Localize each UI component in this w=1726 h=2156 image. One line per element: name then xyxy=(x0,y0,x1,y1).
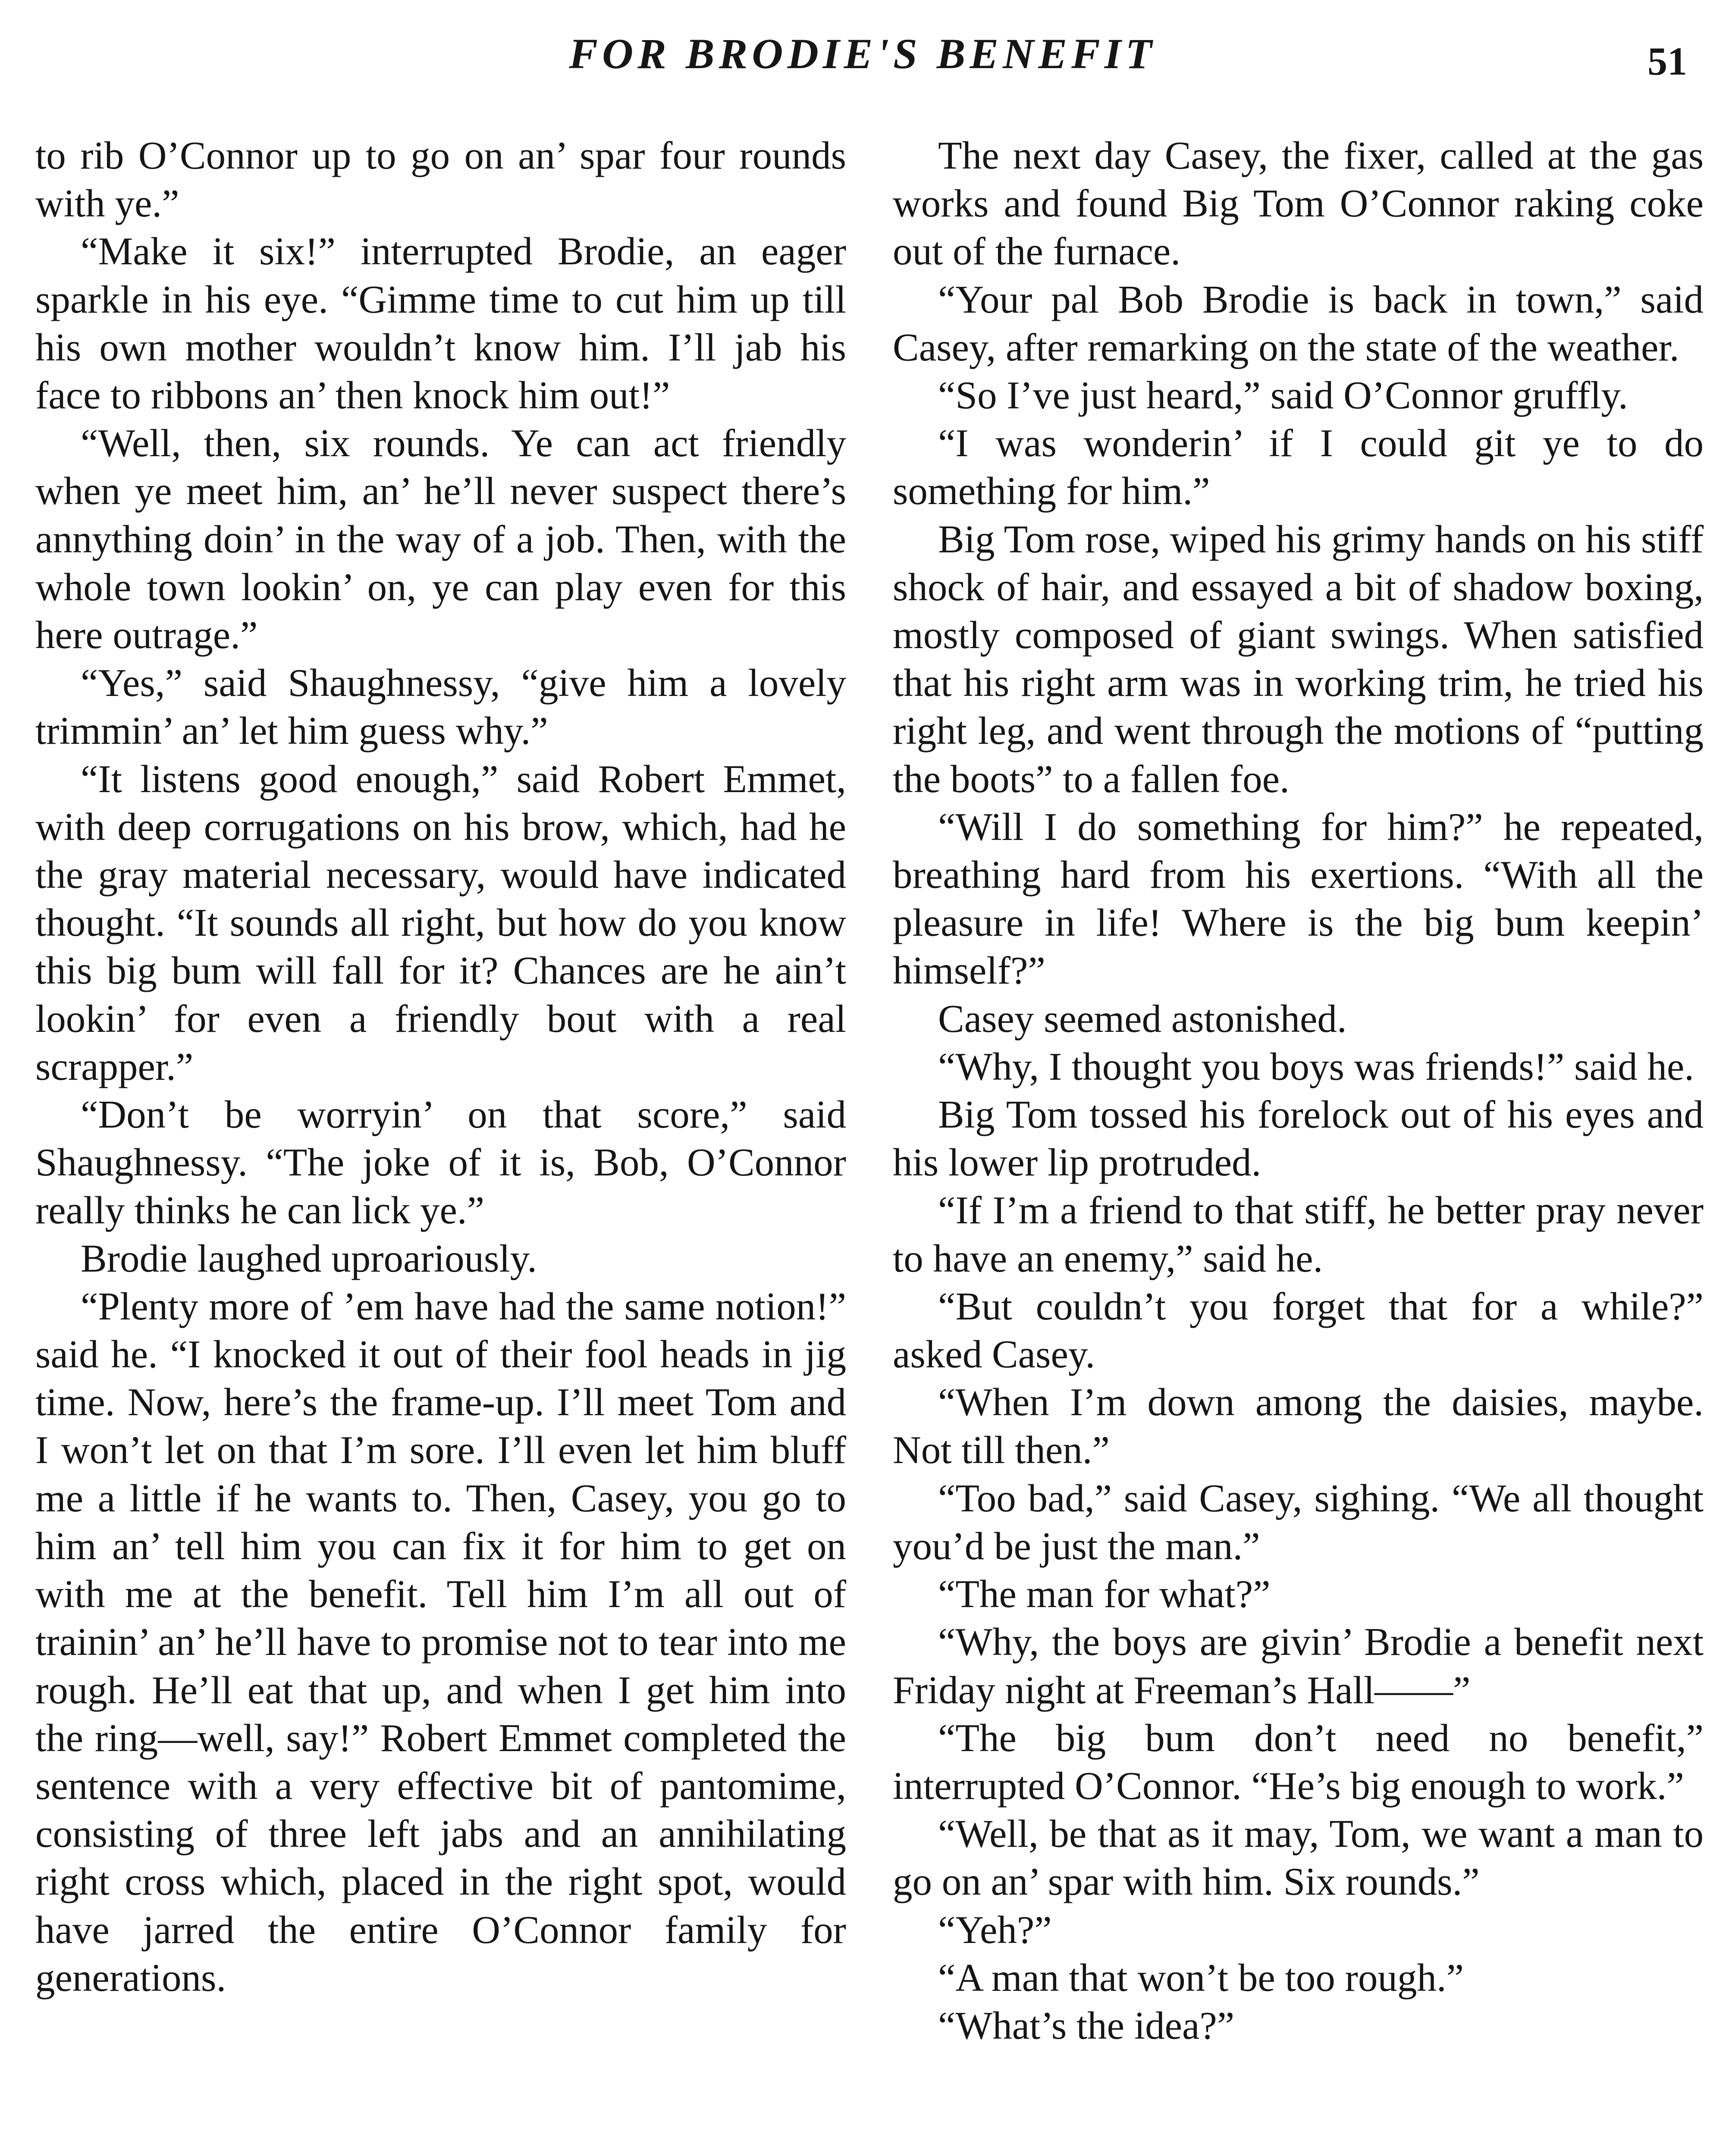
paragraph: “Well, then, six rounds. Ye can act friendly when ye meet him, an’ he’ll never suspect there’s annything doin’ in the way of a job. Then, with the whole town lookin’ on, ye can play even for this here outrage.” xyxy=(35,421,846,657)
paragraph: “What’s the idea?” xyxy=(938,2003,1235,2047)
paragraph: “Your pal Bob Brodie is back in town,” said Casey, after remarking on the state of the weather. xyxy=(893,277,1704,369)
paragraph: “Plenty more of ’em have had the same notion!” said he. “I knocked it out of their fool heads in jig time. Now, here’s the frame-up. I’ll meet Tom and I won’t let on that I’m sore. I’ll even let him bluff me a little if he wants to. Then, Casey, you go to him an’ tell him you can fix it for him to get on with me at the benefit. Tell him I’m all out of trainin’ an’ he’ll have to promise not to tear into me rough. He’ll eat that up, and when I get him into the ring—well, say!” Robert Emmet completed the sentence with a very effective bit of pantomime, consisting of three left jabs and an annihilating right cross which, placed in the right spot, would have jarred the entire O’Connor family for generations. xyxy=(35,1284,846,1999)
running-title: FOR BRODIE'S BENEFIT xyxy=(569,30,1156,78)
page-number: 51 xyxy=(1648,39,1687,83)
paragraph: “So I’ve just heard,” said O’Connor gruffly. xyxy=(938,373,1628,417)
paragraph: “If I’m a friend to that stiff, he better pray never to have an enemy,” said he. xyxy=(893,1188,1704,1280)
right-text-column xyxy=(893,132,1704,2049)
paragraph: “Will I do something for him?” he repeated, breathing hard from his exertions. “With all the pleasure in life! Where is the big bum keepin’ himself?” xyxy=(893,805,1704,993)
paragraph: Big Tom tossed his forelock out of his eyes and his lower lip protruded. xyxy=(893,1093,1704,1185)
paragraph: “Make it six!” interrupted Brodie, an eager sparkle in his eye. “Gimme time to cut him up till his own mother wouldn’t know him. I’ll jab his face to ribbons an’ then knock him out!” xyxy=(35,229,846,417)
paragraph: “Why, the boys are givin’ Brodie a benefit next Friday night at Freeman’s Hall——” xyxy=(893,1620,1704,1712)
paragraph: “Why, I thought you boys was friends!” said he. xyxy=(938,1044,1695,1088)
paragraph: “But couldn’t you forget that for a while?” asked Casey. xyxy=(893,1284,1704,1376)
paragraph: “Yes,” said Shaughnessy, “give him a lovely trimmin’ an’ let him guess why.” xyxy=(35,661,846,753)
paragraph: Casey seemed astonished. xyxy=(938,997,1347,1040)
paragraph: “It listens good enough,” said Robert Emmet, with deep corrugations on his brow, which, had he the gray material necessary, would have indicated thought. “It sounds all right, but how do you know this big bum will fall for it? Chances are he ain’t lookin’ for even a friendly bout with a real scrapper.” xyxy=(35,757,846,1088)
paragraph: “Yeh?” xyxy=(938,1908,1052,1952)
paragraph: The next day Casey, the fixer, called at the gas works and found Big Tom O’Connor raking coke out of the furnace. xyxy=(893,134,1704,273)
paragraph: to rib O’Connor up to go on an’ spar four rounds with ye.” xyxy=(35,134,846,226)
paragraph: Big Tom rose, wiped his grimy hands on his stiff shock of hair, and essayed a bit of shadow boxing, mostly composed of giant swings. When satisfied that his right arm was in working trim, he tried his right leg, and went through the motions of “putting the boots” to a fallen foe. xyxy=(893,517,1704,801)
paragraph: “The big bum don’t need no benefit,” interrupted O’Connor. “He’s big enough to work.” xyxy=(893,1716,1704,1808)
paragraph: “Don’t be worryin’ on that score,” said Shaughnessy. “The joke of it is, Bob, O’Connor really thinks he can lick ye.” xyxy=(35,1093,846,1232)
paragraph: “I was wonderin’ if I could git ye to do something for him.” xyxy=(893,421,1704,513)
paragraph: “When I’m down among the daisies, maybe. Not till then.” xyxy=(893,1380,1704,1472)
paragraph: “Too bad,” said Casey, sighing. “We all thought you’d be just the man.” xyxy=(893,1476,1704,1568)
paragraph: “The man for what?” xyxy=(938,1572,1271,1616)
paragraph: Brodie laughed uproariously. xyxy=(81,1236,537,1280)
paragraph: “A man that won’t be too rough.” xyxy=(938,1955,1464,1999)
paragraph: “Well, be that as it may, Tom, we want a man to go on an’ spar with him. Six rounds.” xyxy=(893,1812,1704,1904)
left-text-column xyxy=(35,132,846,2002)
